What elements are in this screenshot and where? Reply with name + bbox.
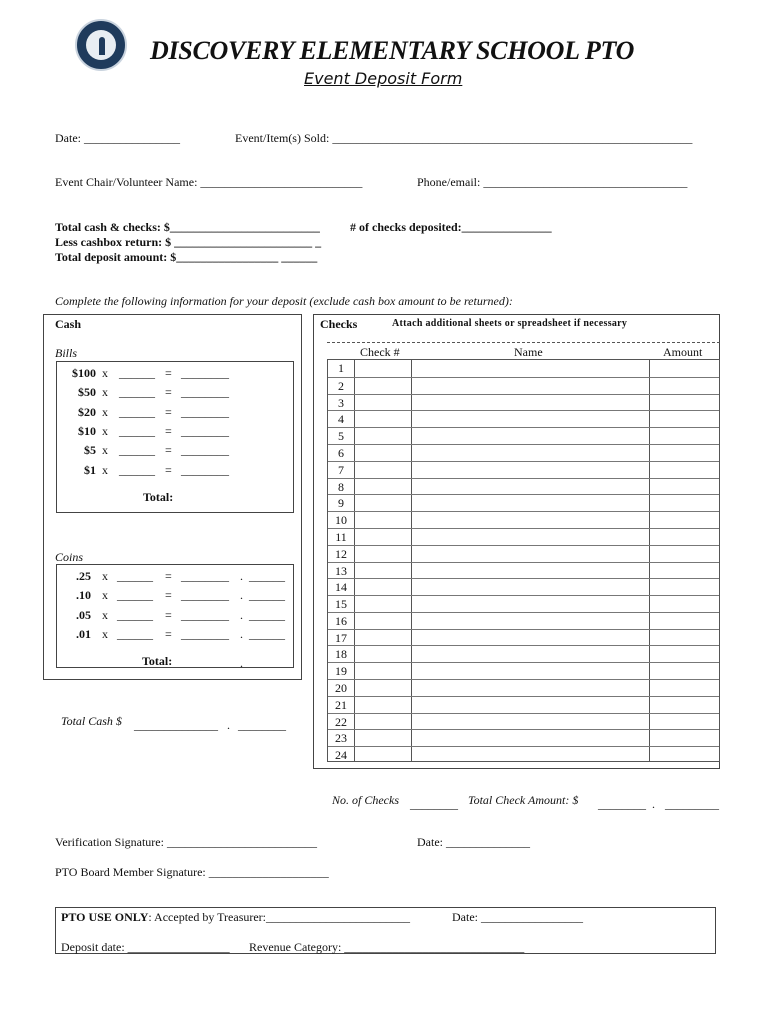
- coin-equals: =: [165, 588, 172, 603]
- bill-qty-blank[interactable]: ______: [119, 462, 155, 477]
- chair-name-field[interactable]: Event Chair/Volunteer Name: ___________________________: [55, 175, 363, 189]
- total-cash-cents-blank[interactable]: ________: [238, 718, 286, 732]
- coin-dot: .: [240, 626, 243, 641]
- check-row-number: 23: [335, 731, 347, 746]
- cash-heading: Cash: [55, 317, 82, 331]
- coin-amount-blank[interactable]: ________: [181, 626, 229, 641]
- coin-cents-blank[interactable]: ______: [249, 607, 285, 622]
- check-row-number: 2: [338, 378, 344, 393]
- coin-x: x: [102, 607, 108, 622]
- verification-date[interactable]: Date: ______________: [417, 835, 530, 849]
- check-row-number: 8: [338, 479, 344, 494]
- check-row-number: 22: [335, 714, 347, 729]
- bill-qty-blank[interactable]: ______: [119, 385, 155, 400]
- coin-cents-blank[interactable]: ______: [249, 569, 285, 583]
- coins-total-label: Total:: [142, 654, 173, 668]
- col-amount: Amount: [663, 345, 703, 359]
- check-row-number: 21: [335, 697, 347, 712]
- total-check-cents-blank[interactable]: _________: [665, 797, 719, 811]
- table-row[interactable]: [328, 562, 719, 580]
- check-row-number: 3: [338, 395, 344, 410]
- table-row[interactable]: [328, 679, 719, 697]
- bill-amount-blank[interactable]: ________: [181, 423, 229, 438]
- bill-equals: =: [165, 385, 172, 400]
- bill-x: x: [102, 462, 108, 477]
- table-row[interactable]: [328, 528, 719, 546]
- coin-amount-blank[interactable]: ________: [181, 569, 229, 583]
- bill-amount-blank[interactable]: ________: [181, 404, 229, 419]
- bill-equals: =: [165, 423, 172, 438]
- table-row[interactable]: [328, 545, 719, 563]
- coin-cents-blank[interactable]: ______: [249, 626, 285, 641]
- bill-amount-blank[interactable]: ________: [181, 385, 229, 400]
- bill-equals: =: [165, 404, 172, 419]
- instructions: Complete the following information for your deposit (exclude cash box amount to be returned):: [55, 294, 513, 308]
- check-row-number: 13: [335, 563, 347, 578]
- bill-denomination: $5: [84, 443, 96, 458]
- check-row-number: 11: [335, 529, 347, 544]
- coins-label: Coins: [55, 550, 84, 564]
- bills-total-label: Total:: [143, 490, 174, 504]
- check-row-number: 12: [335, 546, 347, 561]
- bill-amount-blank[interactable]: ________: [181, 443, 229, 458]
- bill-denomination: $50: [78, 385, 96, 400]
- table-row[interactable]: [328, 494, 719, 512]
- check-row-number: 1: [338, 361, 344, 375]
- table-row[interactable]: [328, 478, 719, 496]
- no-of-checks-label: No. of Checks: [332, 793, 399, 807]
- check-row-number: 4: [338, 412, 344, 427]
- deposit-date-field[interactable]: Deposit date: _________________: [61, 940, 230, 954]
- bill-x: x: [102, 443, 108, 458]
- coin-qty-blank[interactable]: ______: [117, 569, 153, 583]
- coin-amount-blank[interactable]: ________: [181, 588, 229, 603]
- coin-dot: .: [240, 607, 243, 622]
- bill-amount-blank[interactable]: ________: [181, 462, 229, 477]
- table-row[interactable]: [328, 410, 719, 428]
- check-row-number: 18: [335, 647, 347, 662]
- bill-denomination: $1: [84, 462, 96, 477]
- total-cash-blank[interactable]: ______________: [134, 718, 218, 732]
- table-row[interactable]: [328, 713, 719, 731]
- check-row-number: 24: [335, 748, 347, 763]
- table-row[interactable]: [328, 645, 719, 663]
- phone-email-field[interactable]: Phone/email: __________________________________: [417, 175, 688, 189]
- check-row-number: 6: [338, 445, 344, 460]
- bill-x: x: [102, 385, 108, 400]
- num-checks-field[interactable]: # of checks deposited:_______________: [350, 220, 552, 234]
- table-row[interactable]: [328, 427, 719, 445]
- check-row-number: 17: [335, 630, 347, 645]
- total-check-dot: .: [652, 797, 655, 811]
- table-row[interactable]: [328, 444, 719, 462]
- table-row[interactable]: [328, 461, 719, 479]
- coin-x: x: [102, 569, 108, 583]
- total-cash-dot: .: [227, 718, 230, 732]
- bill-x: x: [102, 404, 108, 419]
- coin-x: x: [102, 588, 108, 603]
- coin-denomination: .25: [76, 569, 91, 583]
- check-row-number: 7: [338, 462, 344, 477]
- table-row[interactable]: [328, 746, 719, 764]
- coin-equals: =: [165, 569, 172, 583]
- check-row-number: 9: [338, 496, 344, 511]
- coin-qty-blank[interactable]: ______: [117, 588, 153, 603]
- verification-signature[interactable]: Verification Signature: _________________________: [55, 835, 317, 849]
- bill-amount-blank[interactable]: ________: [181, 366, 229, 380]
- coins-total-dot: .: [240, 656, 243, 670]
- coin-denomination: .05: [76, 607, 91, 622]
- page-subtitle: Event Deposit Form: [304, 69, 463, 88]
- total-cash-checks-field[interactable]: Total cash & checks: $_________________________: [55, 220, 320, 234]
- total-cash-label: Total Cash $: [61, 714, 122, 728]
- check-row-number: 16: [335, 613, 347, 628]
- table-row[interactable]: [328, 394, 719, 412]
- check-row-number: 14: [335, 580, 347, 595]
- table-row[interactable]: [328, 360, 719, 377]
- bill-qty-blank[interactable]: ______: [119, 423, 155, 438]
- event-items-field[interactable]: Event/Item(s) Sold: ____________________________________________________________: [235, 131, 693, 145]
- no-of-checks-blank[interactable]: ________: [410, 797, 458, 811]
- table-row[interactable]: [328, 612, 719, 630]
- bill-denomination: $10: [78, 423, 96, 438]
- coin-amount-blank[interactable]: ________: [181, 607, 229, 622]
- pto-accepted-line: [61, 910, 410, 925]
- checks-divider: [327, 342, 720, 343]
- bill-qty-blank[interactable]: ______: [119, 443, 155, 458]
- checks-note: Attach additional sheets or spreadsheet if necessary: [392, 318, 628, 329]
- bill-x: x: [102, 366, 108, 380]
- check-row-number: 19: [335, 664, 347, 679]
- revenue-category-field[interactable]: Revenue Category: ______________________________: [249, 940, 525, 954]
- coin-qty-blank[interactable]: ______: [117, 626, 153, 641]
- bill-equals: =: [165, 443, 172, 458]
- table-row[interactable]: [328, 511, 719, 529]
- table-row[interactable]: [328, 662, 719, 680]
- coin-equals: =: [165, 607, 172, 622]
- bills-label: Bills: [55, 346, 78, 360]
- checks-heading: Checks: [320, 317, 358, 331]
- pto-date-field[interactable]: Date: _________________: [452, 910, 583, 924]
- school-seal-logo: [75, 19, 127, 71]
- check-row-number: 10: [335, 513, 347, 528]
- coin-x: x: [102, 626, 108, 641]
- bill-equals: =: [165, 366, 172, 380]
- pto-accepted-field[interactable]: : Accepted by Treasurer:________________________: [148, 910, 411, 924]
- col-check-no: Check #: [360, 345, 400, 359]
- bill-denomination: $20: [78, 404, 96, 419]
- check-row-number: 15: [335, 597, 347, 612]
- coin-denomination: .10: [76, 588, 91, 603]
- check-row-number: 20: [335, 681, 347, 696]
- coin-denomination: .01: [76, 626, 91, 641]
- date-field[interactable]: Date: ________________: [55, 131, 180, 145]
- check-row-number: 5: [338, 429, 344, 444]
- coin-dot: .: [240, 588, 243, 603]
- table-row[interactable]: [328, 595, 719, 613]
- checks-table: [327, 359, 720, 762]
- bill-x: x: [102, 423, 108, 438]
- bill-denomination: $100: [72, 366, 96, 380]
- coin-qty-blank[interactable]: ______: [117, 607, 153, 622]
- col-name: Name: [514, 345, 543, 359]
- board-member-signature[interactable]: PTO Board Member Signature: ____________________: [55, 865, 329, 879]
- coin-equals: =: [165, 626, 172, 641]
- bill-equals: =: [165, 462, 172, 477]
- table-row[interactable]: [328, 729, 719, 747]
- table-row[interactable]: [328, 629, 719, 647]
- less-cashbox-field[interactable]: Less cashbox return: $ _______________________ _: [55, 235, 322, 249]
- pto-use-label: PTO USE ONLY: [61, 910, 149, 924]
- total-check-amount-blank[interactable]: ________: [598, 797, 646, 811]
- bill-qty-blank[interactable]: ______: [119, 366, 155, 380]
- coin-dot: .: [240, 569, 243, 583]
- table-row[interactable]: [328, 578, 719, 596]
- total-check-amount-label: Total Check Amount: $: [468, 793, 579, 807]
- total-deposit-field[interactable]: Total deposit amount: $_________________ ______: [55, 250, 318, 264]
- table-row[interactable]: [328, 696, 719, 714]
- bill-qty-blank[interactable]: ______: [119, 404, 155, 419]
- table-row[interactable]: [328, 377, 719, 395]
- coin-cents-blank[interactable]: ______: [249, 588, 285, 603]
- page-title: DISCOVERY ELEMENTARY SCHOOL PTO: [150, 36, 635, 65]
